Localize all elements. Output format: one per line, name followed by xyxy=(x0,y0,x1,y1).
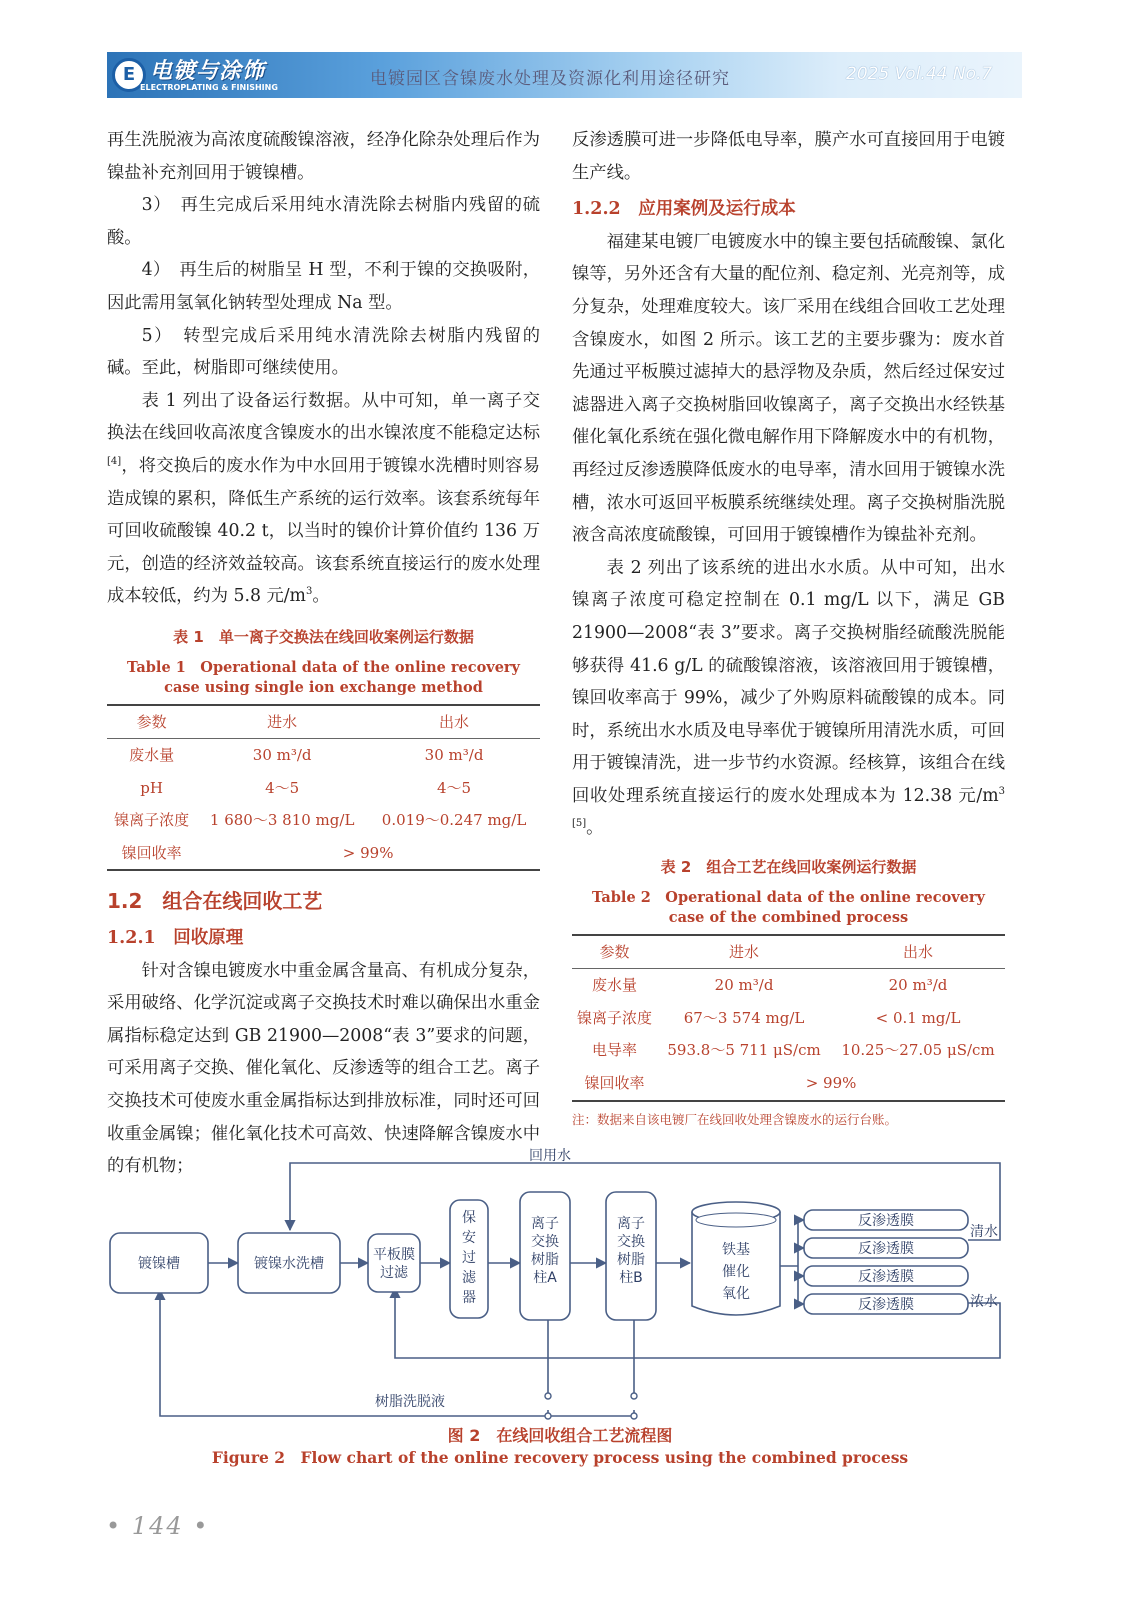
table-row: 镍离子浓度 67～3 574 mg/L < 0.1 mg/L xyxy=(577,1008,961,1027)
table-header: 进水 xyxy=(729,942,760,961)
table-1 xyxy=(107,621,540,872)
journal-name-en: ELECTROPLATING & FINISHING xyxy=(140,83,278,92)
left-column xyxy=(107,124,540,1183)
table-row: 镍回收率 > 99% xyxy=(107,837,540,871)
clear-water-label: 清水 xyxy=(970,1224,998,1240)
svg-text:催化: 催化 xyxy=(722,1264,750,1280)
table-row: 废水量 20 m³/d 20 m³/d xyxy=(592,976,948,995)
table-header: 出水 xyxy=(439,712,470,731)
paragraph: 反渗透膜可进一步降低电导率，膜产水可直接回用于电镀生产线。 xyxy=(572,130,1005,183)
flow-chart xyxy=(100,1148,1020,1428)
table-header: 参数 xyxy=(136,712,167,731)
svg-text:离子: 离子 xyxy=(617,1216,645,1232)
journal-name-cn: 电镀与涂饰 xyxy=(150,58,266,84)
table-2 xyxy=(572,851,1005,1136)
rinse-tank-label: 镀镍水洗槽 xyxy=(254,1256,324,1272)
paragraph: 针对含镍电镀废水中重金属含量高、有机成分复杂，采用破络、化学沉淀或离子交换技术时难以确保出水重金属指标稳定达到 GB 21900—2008“表 3”要求的问题，可采用离子交换、催化氧化、反渗透等的组合工艺。离子交换技术可使废水重金属指标达到排放标准，同时还可回收重金属镍；催化氧化技术可高效、快速降解含镍废水中的有机物； xyxy=(107,960,540,1177)
paragraph: 3） 再生完成后采用纯水清洗除去树脂内残留的硫酸。 xyxy=(107,195,540,248)
table-2-caption-en: Table 2 Operational data of the online recovery case of the combined process xyxy=(592,888,985,926)
plating-tank-label: 镀镍槽 xyxy=(138,1256,180,1272)
table-header: 出水 xyxy=(903,942,934,961)
flat-membrane-box xyxy=(368,1234,420,1292)
paragraph: 表 2 列出了该系统的进出水水质。从中可知，出水镍离子浓度可稳定控制在 0.1 mg/L 以下，满足 GB 21900—2008“表 3”要求。离子交换树脂经硫酸洗脱能够获得 41.6 g/L 的硫酸镍溶液，该溶液回用于镀镍槽，镍回收率高于 99%，减少了外购原料硫酸镍的成本。同时，系统出水水质及电导率优于镀镍所用清洗水质，可回用于镀镍清洗，进一步节约水资源。经核算，该组合在线回收处理系统直接运行的废水处理成本为 12.38 元$/m^{3 [5]}$。 xyxy=(572,557,1005,839)
svg-text:柱A: 柱A xyxy=(533,1270,557,1286)
table-row: 废水量 30 m³/d 30 m³/d xyxy=(129,746,484,765)
svg-text:滤: 滤 xyxy=(462,1270,476,1286)
svg-text:反渗透膜: 反渗透膜 xyxy=(858,1297,914,1313)
table-1-caption-en: Table 1 Operational data of the online recovery case using single ion exchange method xyxy=(127,658,520,696)
table-2-caption-cn: 表 2 组合工艺在线回收案例运行数据 xyxy=(660,858,917,877)
table-row: 镍回收率 > 99% xyxy=(572,1067,1005,1101)
subsection-heading: 1.2.2 应用案例及运行成本 xyxy=(572,199,796,220)
subsection-heading: 1.2.1 回收原理 xyxy=(107,928,244,949)
resin-eluate-label: 树脂洗脱液 xyxy=(375,1394,445,1410)
svg-text:交换: 交换 xyxy=(617,1234,645,1250)
citation: [4] xyxy=(107,456,122,468)
table-row: 电导率 593.8～5 711 μS/cm 10.25～27.05 μS/cm xyxy=(592,1041,995,1060)
svg-text:氧化: 氧化 xyxy=(722,1286,750,1302)
table-2-note: 注：数据来自该电镀厂在线回收处理含镍废水的运行台账。 xyxy=(572,1111,898,1127)
concentrate-label: 浓水 xyxy=(970,1294,998,1310)
page-number: • 144 • xyxy=(106,1512,210,1540)
paragraph: 5） 转型完成后采用纯水清洗除去树脂内残留的碱。至此，树脂即可继续使用。 xyxy=(107,325,540,379)
section-heading: 1.2 组合在线回收工艺 xyxy=(107,889,323,914)
figure-2-caption-cn: 图 2 在线回收组合工艺流程图 xyxy=(447,1426,673,1445)
svg-text:器: 器 xyxy=(462,1290,476,1306)
running-title: 电镀园区含镍废水处理及资源化利用途径研究 xyxy=(370,69,730,89)
table-row: pH 4～5 4～5 xyxy=(140,778,472,797)
svg-text:安: 安 xyxy=(462,1230,476,1246)
right-column xyxy=(572,124,1005,1136)
svg-text:树脂: 树脂 xyxy=(617,1252,645,1268)
table-1-caption-cn: 表 1 单一离子交换法在线回收案例运行数据 xyxy=(173,627,474,646)
table-header: 参数 xyxy=(599,942,630,961)
paragraph: 4） 再生后的树脂呈 H 型，不利于镍的交换吸附，因此需用氢氧化钠转型处理成 Na 型。 xyxy=(107,260,540,313)
svg-text:反渗透膜: 反渗透膜 xyxy=(858,1269,914,1285)
svg-text:铁基: 铁基 xyxy=(722,1242,750,1258)
paragraph: 再生洗脱液为高浓度硫酸镍溶液，经净化除杂处理后作为镍盐补充剂回用于镀镍槽。 xyxy=(107,130,540,183)
journal-logo-icon: E xyxy=(112,58,146,92)
table-header: 进水 xyxy=(267,712,298,731)
svg-text:柱B: 柱B xyxy=(619,1270,643,1286)
svg-text:过: 过 xyxy=(462,1250,476,1266)
svg-text:过滤: 过滤 xyxy=(380,1265,408,1281)
svg-text:树脂: 树脂 xyxy=(531,1252,559,1268)
paragraph: 表 1 列出了设备运行数据。从中可知，单一离子交换法在线回收高浓度含镍废水的出水镍浓度不能稳定达标[4]，将交换后的废水作为中水回用于镀镍水洗槽时则容易造成镍的累积，降低生产系统的运行效率。该套系统每年可回收硫酸镍 40.2 t，以当时的镍价计算价值约 136 万元，创造的经济效益较高。该套系统直接运行的废水处理成本较低，约为 5.8 元$/m^3$。 xyxy=(107,390,540,607)
paragraph: 福建某电镀厂电镀废水中的镍主要包括硫酸镍、氯化镍等，另外还含有大量的配位剂、稳定剂、光亮剂等，成分复杂，处理难度较大。该厂采用在线组合回收工艺处理含镍废水，如图 2 所示。该工艺的主要步骤为：废水首先通过平板膜过滤掉大的悬浮物及杂质，然后经过保安过滤器进入离子交换树脂回收镍离子，离子交换出水经铁基催化氧化系统在强化微电解作用下降解废水中的有机物，再经过反渗透膜降低废水的电导率，清水回用于镀镍水洗槽，浓水可返回平板膜系统继续处理。离子交换树脂洗脱液含高浓度硫酸镍，可回用于镀镍槽作为镍盐补充剂。 xyxy=(572,231,1005,546)
svg-text:离子: 离子 xyxy=(531,1216,559,1232)
recycle-water-label: 回用水 xyxy=(529,1148,571,1164)
svg-text:反渗透膜: 反渗透膜 xyxy=(858,1241,914,1257)
svg-text:保: 保 xyxy=(462,1210,476,1226)
figure-2-caption-en: Figure 2 Flow chart of the online recovery process using the combined process xyxy=(211,1448,909,1467)
svg-text:平板膜: 平板膜 xyxy=(373,1247,415,1263)
issue-info: 2025 Vol.44 No.7 xyxy=(846,64,993,84)
svg-text:交换: 交换 xyxy=(531,1234,559,1250)
table-row: 镍离子浓度 1 680～3 810 mg/L 0.019～0.247 mg/L xyxy=(114,811,527,830)
svg-text:反渗透膜: 反渗透膜 xyxy=(858,1213,914,1229)
